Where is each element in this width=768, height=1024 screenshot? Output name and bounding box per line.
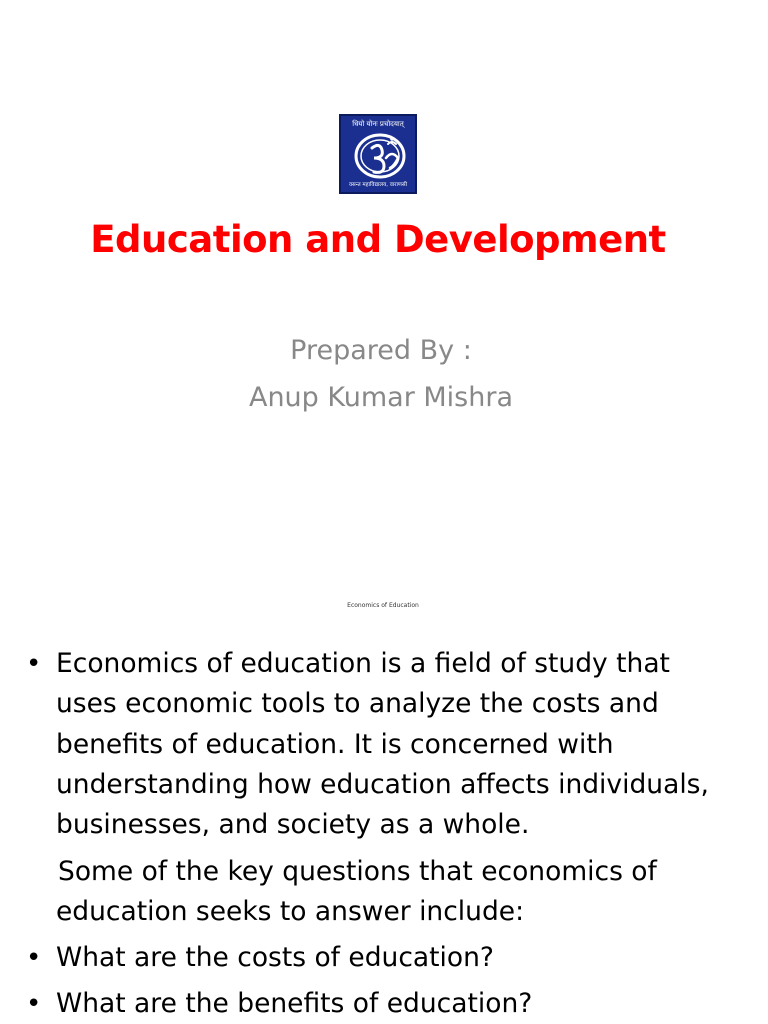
question-text: What are the benefits of education? xyxy=(56,988,533,1019)
text-line: businesses, and society as a whole. xyxy=(56,809,530,841)
page-title: Education and Development xyxy=(90,218,666,261)
bullet-icon: • xyxy=(26,943,42,973)
question-text: What are the costs of education? xyxy=(56,942,494,973)
bullet-icon: • xyxy=(26,989,42,1019)
author-name: Anup Kumar Mishra xyxy=(248,382,514,413)
text-line: benefits of education. It is concerned with xyxy=(56,728,614,760)
prepared-by-label: Prepared By : xyxy=(290,335,472,366)
text-line: education seeks to answer include: xyxy=(56,896,525,928)
text-line: uses economic tools to analyze the costs and xyxy=(56,688,659,720)
intro-bullet-text xyxy=(56,644,746,845)
text-line: Economics of education is a field of study that xyxy=(56,648,670,679)
institution-logo xyxy=(339,114,417,194)
om-emblem-icon xyxy=(350,130,410,180)
logo-motto: धियो योनः प्रचोदयात् xyxy=(352,120,404,128)
text-line: Some of the key questions that economics of xyxy=(58,856,657,887)
logo-institution-name: वसन्त महाविद्यालय, वाराणसी xyxy=(348,182,408,188)
text-line: understanding how education affects individuals, xyxy=(56,768,709,800)
key-questions-paragraph xyxy=(56,852,746,933)
bullet-icon: • xyxy=(26,649,42,679)
slide-footer: Economics of Education xyxy=(347,602,419,609)
